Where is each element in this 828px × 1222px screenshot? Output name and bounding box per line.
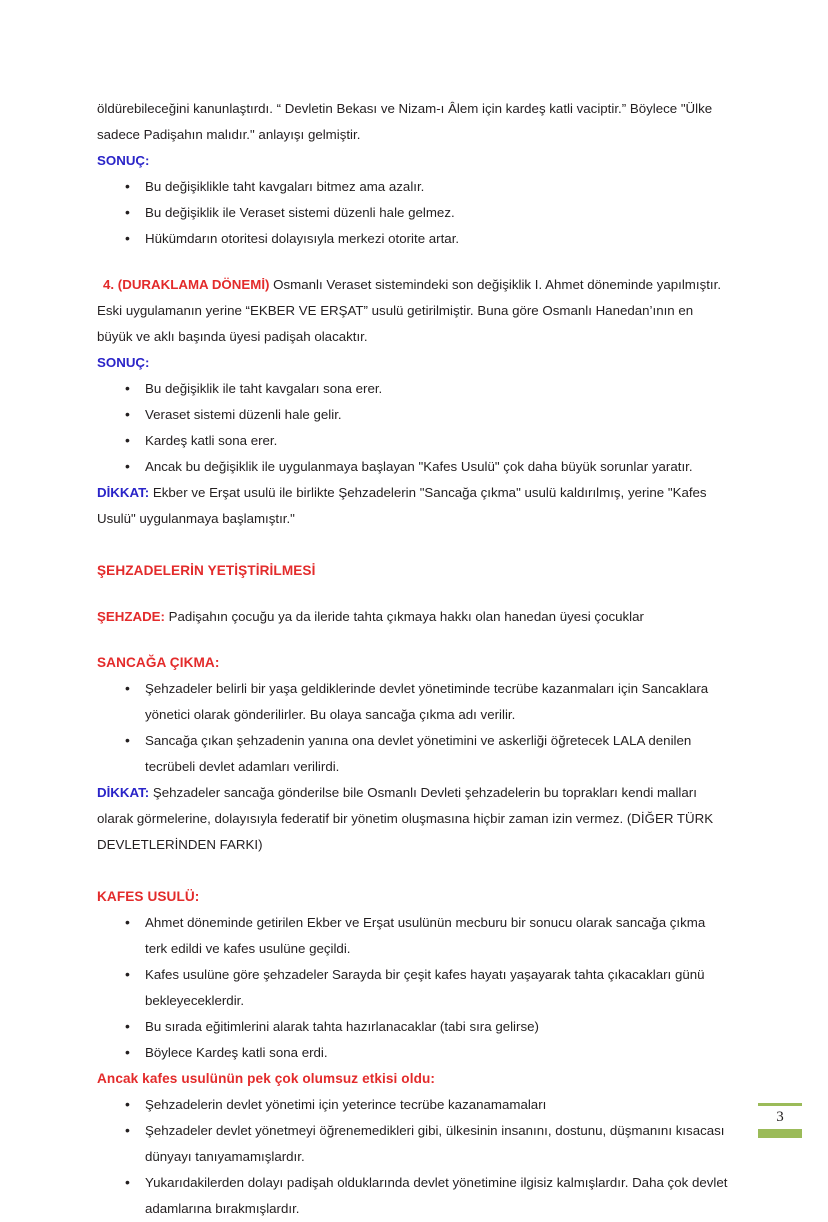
spacer: [97, 584, 731, 604]
sehzade-body: Padişahın çocuğu ya da ileride tahta çıkmaya hakkı olan hanedan üyesi çocuklar: [164, 609, 644, 624]
sehzade-definition: [97, 604, 731, 630]
sonuc-heading-2: SONUÇ:: [97, 355, 150, 370]
spacer: [97, 532, 731, 558]
dikkat-label: DİKKAT:: [97, 485, 150, 500]
list-item: • Böylece Kardeş katli sona erdi.: [97, 1040, 731, 1066]
subsection-title-kafes-usulu: KAFES USULÜ:: [97, 889, 200, 904]
sancaga-cikma-list: [97, 676, 731, 780]
list-item: • Bu değişiklik ile taht kavgaları sona erer.: [97, 376, 731, 402]
olumsuz-etki-list: [97, 1092, 731, 1222]
list-item: • Ahmet döneminde getirilen Ekber ve Erşat usulünün mecburu bir sonucu olarak sancağa çıkma terk edildi ve kafes usulüne geçildi.: [97, 910, 731, 962]
footer-rule-bottom: [758, 1129, 802, 1138]
sonuc-heading-1: SONUÇ:: [97, 153, 150, 168]
list-item: • Bu sırada eğitimlerini alarak tahta hazırlanacaklar (tabi sıra gelirse): [97, 1014, 731, 1040]
sonuc-list-2: [97, 376, 731, 480]
list-item: • Veraset sistemi düzenli hale gelir.: [97, 402, 731, 428]
dikkat-body: Şehzadeler sancağa gönderilse bile Osmanlı Devleti şehzadelerin bu toprakları kendi malları olarak görmelerine, dolayısıyla federatif bir yönetim oluşmasına hiçbir zaman izin vermez. (DİĞER TÜRK DEVLETLERİNDEN FARKI): [97, 785, 714, 852]
page-number: 3: [776, 1109, 784, 1125]
dikkat-paragraph-2: [97, 780, 731, 858]
sonuc-list-1: [97, 174, 731, 252]
intro-paragraph: öldürebileceğini kanunlaştırdı. “ Devletin Bekası ve Nizam-ı Âlem için kardeş katli vaciptir.” Böylece "Ülke sadece Padişahın malıdır." anlayışı gelmiştir.: [97, 101, 713, 142]
list-item: • Şehzadelerin devlet yönetimi için yeterince tecrübe kazanamamaları: [97, 1092, 731, 1118]
list-item: • Şehzadeler devlet yönetmeyi öğrenemedikleri gibi, ülkesinin insanını, dostunu, düşmanını kısacası dünyayı tanıyamamışlardır.: [97, 1118, 731, 1170]
dikkat-body: Ekber ve Erşat usulü ile birlikte Şehzadelerin "Sancağa çıkma" usulü kaldırılmış, yerine "Kafes Usulü" uygulanmaya başlamıştır.": [97, 485, 707, 526]
section-title-sehzadelerin-yetistirilmesi: ŞEHZADELERİN YETİŞTİRİLMESİ: [97, 563, 316, 578]
list-item: • Kafes usulüne göre şehzadeler Sarayda bir çeşit kafes hayatı yaşayarak tahta çıkacakları günü bekleyeceklerdir.: [97, 962, 731, 1014]
list-item: • Yukarıdakilerden dolayı padişah olduklarında devlet yönetimine ilgisiz kalmışlardır. Daha çok devlet adamlarına bırakmışlardır.: [97, 1170, 731, 1222]
page-content: [97, 96, 731, 1222]
item4-body: Osmanlı Veraset sistemindeki son değişiklik I. Ahmet döneminde yapılmıştır. Eski uygulamanın yerine “EKBER VE ERŞAT” usulü getirilmiştir. Buna göre Osmanlı Hanedan’ının en büyük ve aklı başında üyesi padişah olacaktır.: [97, 277, 722, 344]
list-item: • Bu değişiklik ile Veraset sistemi düzenli hale gelmez.: [97, 200, 731, 226]
list-item: • Sancağa çıkan şehzadenin yanına ona devlet yönetimini ve askerliği öğretecek LALA denilen tecrübeli devlet adamları verilirdi.: [97, 728, 731, 780]
dikkat-label: DİKKAT:: [97, 785, 150, 800]
spacer: [97, 630, 731, 650]
spacer: [97, 252, 731, 272]
page-footer: [758, 1103, 802, 1138]
list-item: • Şehzadeler belirli bir yaşa geldiklerinde devlet yönetiminde tecrübe kazanmaları için Sancaklara yönetici olarak gönderilirler. Bu olaya sancağa çıkma adı verilir.: [97, 676, 731, 728]
kafes-usulu-list: [97, 910, 731, 1066]
olumsuz-etki-heading: Ancak kafes usulünün pek çok olumsuz etkisi oldu:: [97, 1071, 436, 1086]
list-item: • Kardeş katli sona erer.: [97, 428, 731, 454]
sehzade-label: ŞEHZADE:: [97, 609, 165, 624]
list-item: • Hükümdarın otoritesi dolayısıyla merkezi otorite artar.: [97, 226, 731, 252]
item4-label: 4. (DURAKLAMA DÖNEMİ): [103, 277, 270, 292]
list-item: • Ancak bu değişiklik ile uygulanmaya başlayan "Kafes Usulü" çok daha büyük sorunlar yaratır.: [97, 454, 731, 480]
list-item: • Bu değişiklikle taht kavgaları bitmez ama azalır.: [97, 174, 731, 200]
subsection-title-sancaga-cikma: SANCAĞA ÇIKMA:: [97, 655, 220, 670]
item4-paragraph: [97, 272, 731, 350]
spacer: [97, 858, 731, 884]
dikkat-paragraph-1: [97, 480, 731, 532]
